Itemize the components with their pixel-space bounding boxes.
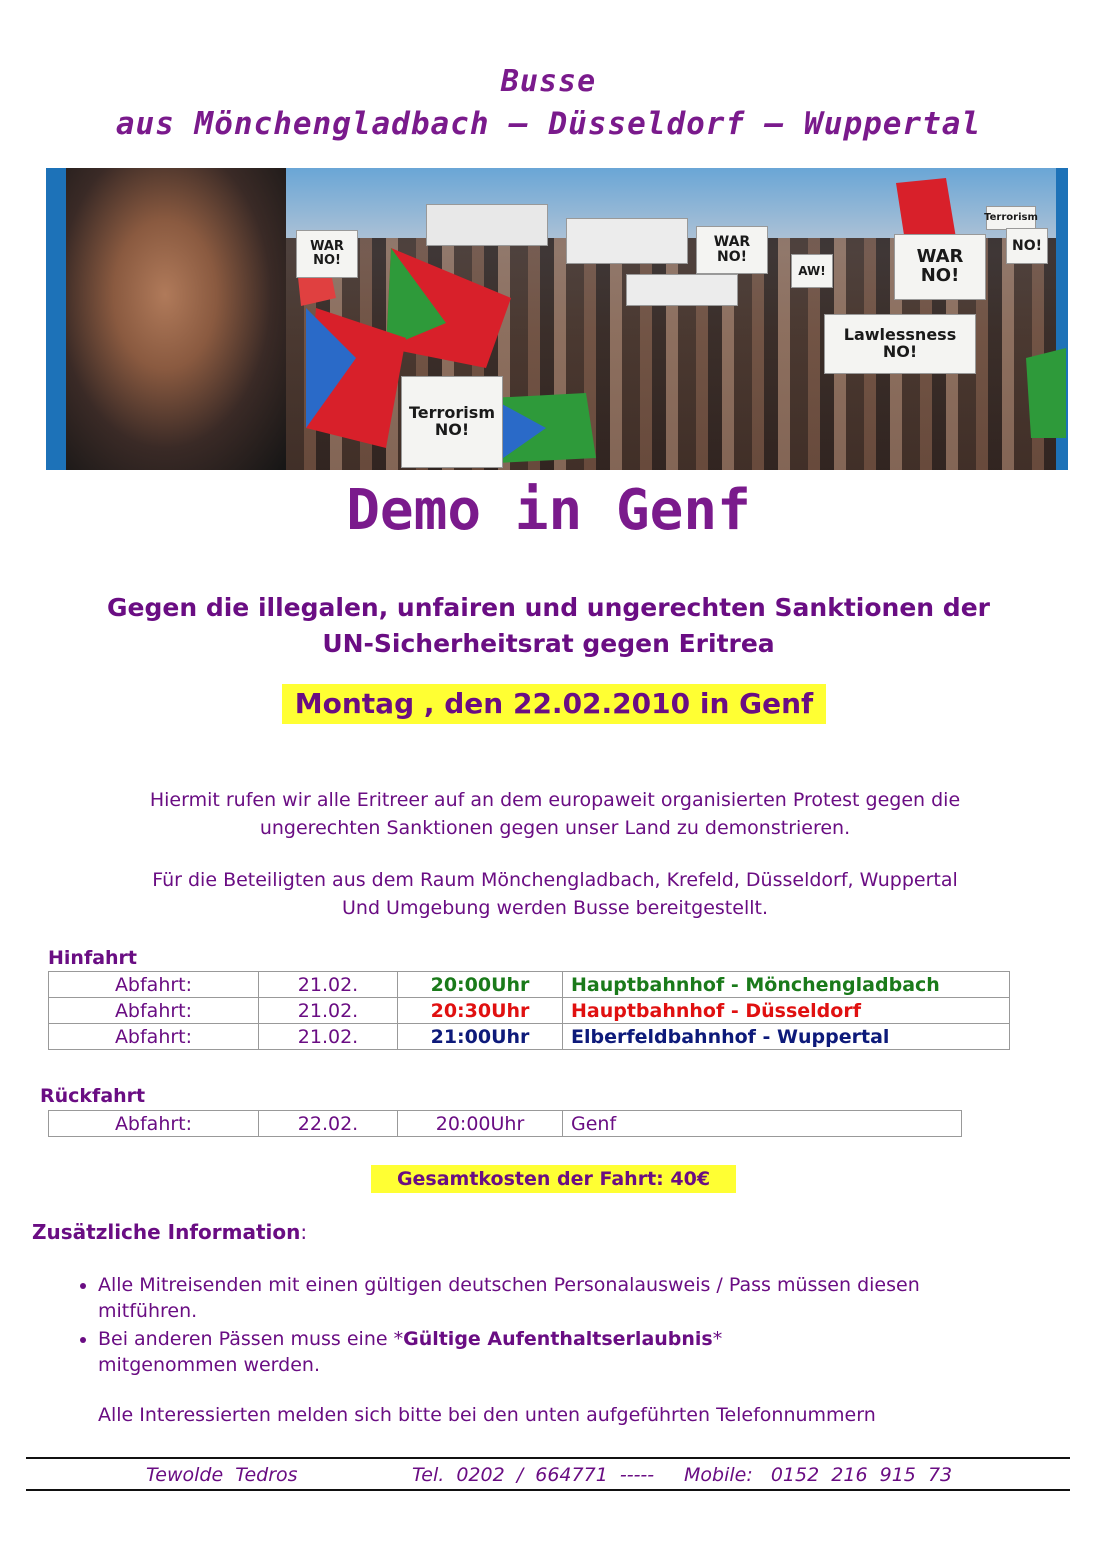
- protest-sign: [791, 254, 833, 288]
- departure-place: Genf: [563, 1111, 962, 1137]
- bullet-text: Alle Mitreisenden mit einen gültigen deutschen Personalausweis / Pass müssen diesen: [98, 1274, 920, 1296]
- page-title: Demo in Genf: [346, 478, 751, 543]
- additional-info-heading: Zusätzliche Information: [32, 1220, 301, 1244]
- sign-text: AW!: [798, 263, 826, 278]
- paragraph-line: ungerechten Sanktionen gegen unser Land zu demonstrieren.: [259, 817, 851, 839]
- departure-date: 21.02.: [259, 1024, 398, 1050]
- contact-mobile: Mobile: 0152 216 915 73: [684, 1464, 953, 1486]
- departure-label: Abfahrt:: [49, 998, 259, 1024]
- departure-time: 21:00Uhr: [398, 1024, 563, 1050]
- protest-sign: [986, 206, 1036, 230]
- departure-date: 22.02.: [259, 1111, 398, 1137]
- outbound-schedule-table: [48, 971, 1010, 1050]
- additional-info-colon: :: [300, 1220, 308, 1244]
- departure-date: 21.02.: [259, 972, 398, 998]
- protest-sign-small: [426, 204, 548, 246]
- departure-label: Abfahrt:: [49, 1024, 259, 1050]
- footer-contact: [0, 1461, 1097, 1489]
- contact-phone: Tel. 0202 / 664771 -----: [412, 1464, 655, 1486]
- bus-info-paragraph: [0, 866, 1097, 922]
- table-row: [49, 1024, 1010, 1050]
- footer-divider-top: [26, 1457, 1070, 1459]
- protest-sign-small: [566, 218, 688, 264]
- additional-info-list: [66, 1272, 1097, 1380]
- header-line-1: Busse: [500, 64, 597, 99]
- protest-sign: [894, 234, 986, 300]
- protest-sign: [824, 314, 976, 374]
- table-row: [49, 998, 1010, 1024]
- departure-time: 20:00Uhr: [398, 1111, 563, 1137]
- paragraph-line: Und Umgebung werden Busse bereitgestellt.: [342, 897, 768, 919]
- departure-time: 20:00Uhr: [398, 972, 563, 998]
- return-label: Rückfahrt: [40, 1085, 146, 1107]
- protest-sign: [401, 376, 503, 468]
- protester-face-image: [66, 168, 286, 470]
- bullet-text: Bei anderen Pässen muss eine *: [98, 1328, 404, 1350]
- call-to-protest-paragraph: [0, 786, 1097, 842]
- sign-text: WAR NO!: [310, 239, 344, 268]
- list-item: [98, 1326, 1097, 1378]
- table-row: [49, 972, 1010, 998]
- event-date-highlight: Montag , den 22.02.2010 in Genf: [282, 684, 826, 724]
- bullet-text: mitführen.: [98, 1300, 198, 1322]
- bullet-bold-text: Gültige Aufenthaltserlaubnis: [403, 1328, 713, 1350]
- sign-text: Terrorism NO!: [409, 403, 495, 439]
- table-row: [49, 1111, 962, 1137]
- contact-name: Tewolde Tedros: [146, 1464, 298, 1486]
- banner-left-edge: [46, 168, 66, 470]
- protest-sign: [696, 226, 768, 274]
- sign-text: Lawlessness NO!: [843, 325, 957, 361]
- additional-info-label: [32, 1220, 307, 1244]
- departure-date: 21.02.: [259, 998, 398, 1024]
- header-line-2: aus Mönchengladbach – Düsseldorf – Wuppertal: [115, 106, 982, 142]
- return-schedule-table: [48, 1110, 962, 1137]
- departure-place: Hauptbahnhof - Mönchengladbach: [563, 972, 1010, 998]
- subtitle-line-2: UN-Sicherheitsrat gegen Eritrea: [322, 629, 775, 658]
- list-item: [98, 1272, 1097, 1324]
- sign-text: Terrorism: [984, 211, 1038, 223]
- subtitle-line-1: Gegen die illegalen, unfairen und ungerechten Sanktionen der: [107, 593, 990, 622]
- sign-text: WAR NO!: [916, 246, 964, 286]
- outbound-label: Hinfahrt: [48, 947, 138, 969]
- protest-sign-small: [626, 274, 738, 306]
- departure-label: Abfahrt:: [49, 1111, 259, 1137]
- subtitle: [0, 590, 1097, 662]
- total-cost-highlight: Gesamtkosten der Fahrt: 40€: [371, 1165, 736, 1193]
- departure-place: Hauptbahnhof - Düsseldorf: [563, 998, 1010, 1024]
- footer-divider-bottom: [26, 1489, 1070, 1491]
- paragraph-line: Hiermit rufen wir alle Eritreer auf an dem europaweit organisierten Protest gegen die: [149, 789, 961, 811]
- protest-sign: [1006, 228, 1048, 264]
- bullet-text: *: [712, 1328, 723, 1350]
- paragraph-line: Für die Beteiligten aus dem Raum Mönchengladbach, Krefeld, Düsseldorf, Wuppertal: [152, 869, 958, 891]
- protest-banner-photo: [46, 168, 1068, 470]
- protest-sign: [296, 230, 358, 278]
- sign-text: WAR NO!: [713, 234, 751, 265]
- sign-text: NO!: [1011, 237, 1042, 254]
- departure-time: 20:30Uhr: [398, 998, 563, 1024]
- contact-note: Alle Interessierten melden sich bitte bei den unten aufgeführten Telefonnummern: [98, 1404, 876, 1426]
- departure-place: Elberfeldbahnhof - Wuppertal: [563, 1024, 1010, 1050]
- bullet-text: mitgenommen werden.: [98, 1354, 320, 1376]
- departure-label: Abfahrt:: [49, 972, 259, 998]
